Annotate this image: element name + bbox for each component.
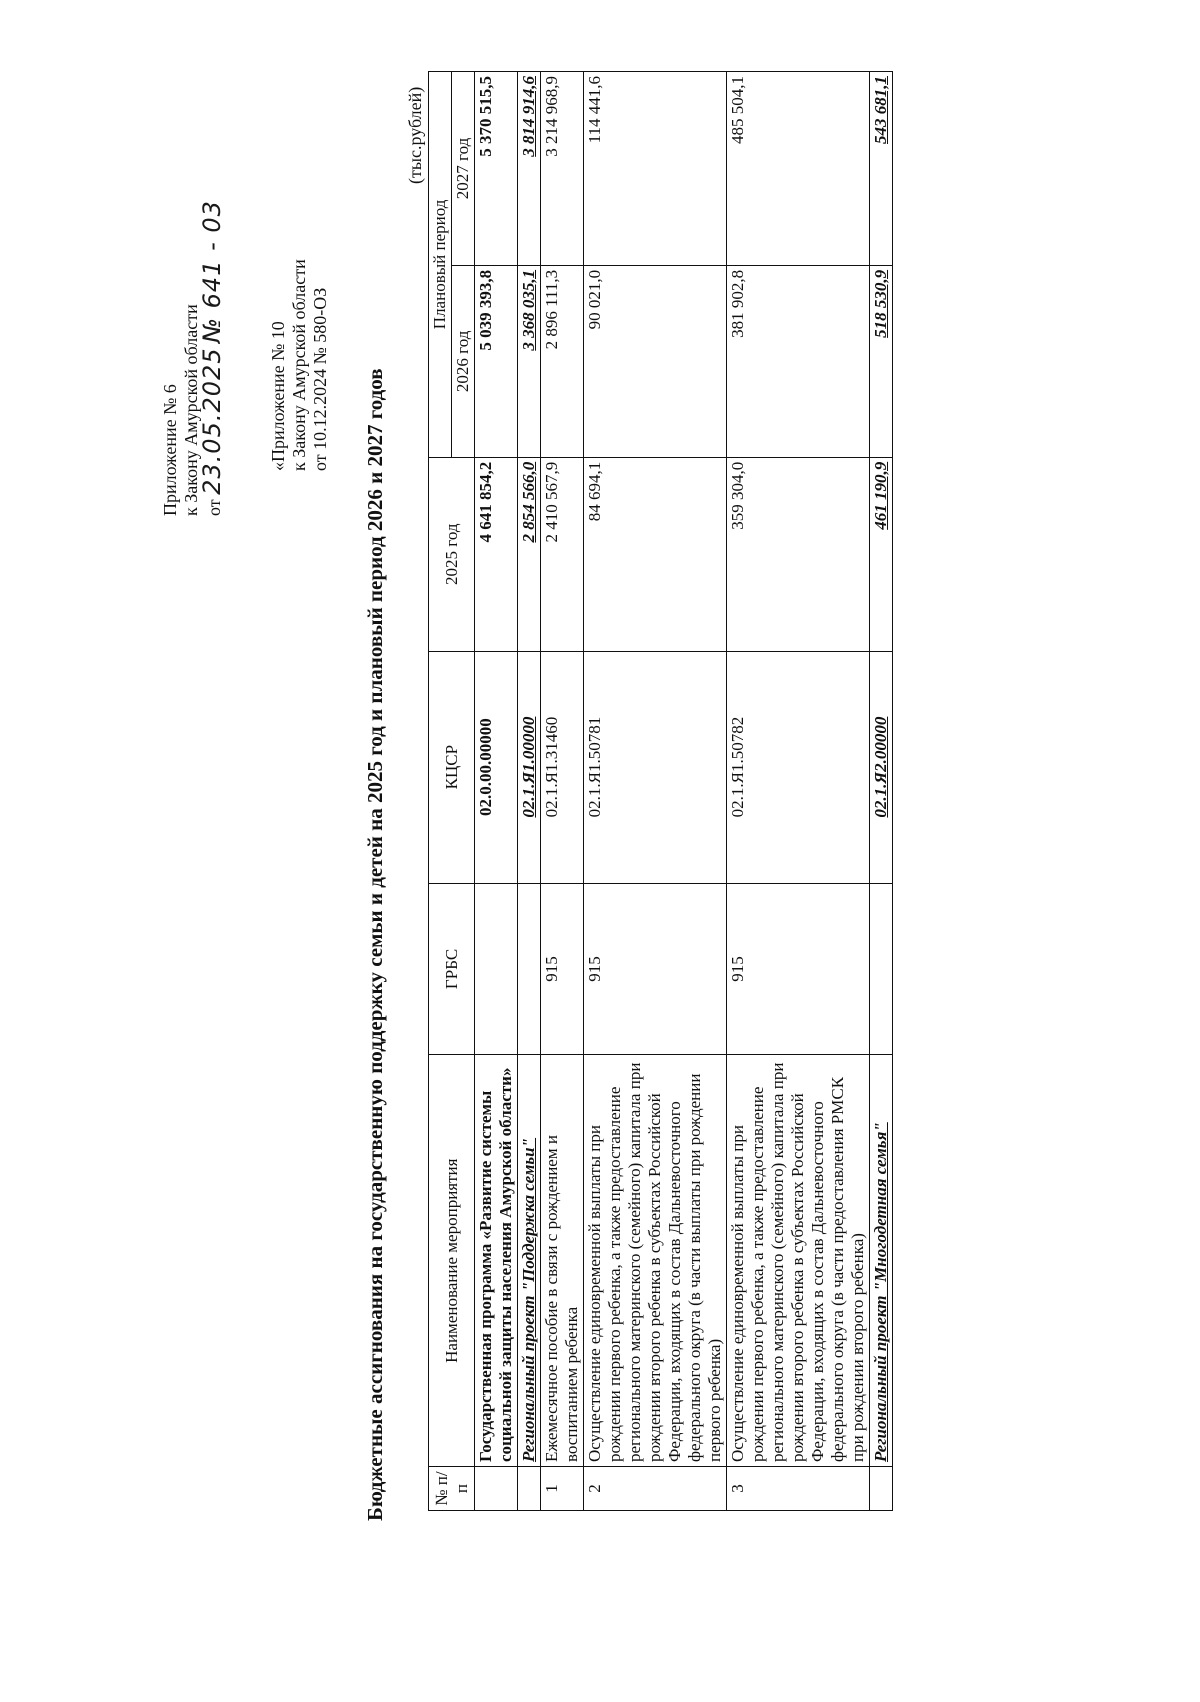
col-header-2025: 2025 год: [429, 457, 475, 651]
row-2027: 114 441,6: [584, 72, 727, 266]
col-header-planned: Плановый период: [429, 72, 452, 458]
row-name: [870, 1055, 893, 1467]
row-name: [518, 1055, 541, 1467]
row-2025-text: 461 190,9: [871, 461, 890, 530]
row-num: [518, 1467, 541, 1511]
row-grbs: 915: [541, 883, 584, 1055]
table-header-row: [429, 72, 452, 1511]
row-2026: 90 021,0: [584, 265, 727, 457]
row-2026: 381 902,8: [727, 265, 870, 457]
document-title: Бюджетные ассигнования на государственную поддержку семьи и детей на 2025 год и плановый период 2026 и 2027 годов: [363, 368, 387, 1521]
date-prefix: от: [204, 499, 224, 516]
handwritten-date: 23.05.2025: [198, 347, 226, 495]
table-row: [518, 72, 541, 1511]
col-header-kcsr: КЦСР: [429, 651, 475, 883]
row-name-text: Региональный проект "Поддержка семьи": [519, 1137, 538, 1463]
col-header-name: Наименование мероприятия: [429, 1055, 475, 1467]
handwritten-number: № 641 - 03: [198, 200, 226, 343]
row-name: Осуществление единовременной выплаты при рождении первого ребенка, а также предоставление регионального материнского (семейного) капитала при рождении второго ребенка в субъектах Российской Федерации, входящих в состав Дальневосточного федерального округа (в части предоставления РМСК при рождении второго ребенка): [727, 1055, 870, 1467]
col-header-2026: 2026 год: [452, 265, 475, 457]
row-num: 3: [727, 1467, 870, 1511]
row-2025: 84 694,1: [584, 457, 727, 651]
row-2027-text: 543 681,1: [871, 76, 890, 144]
previous-annex-date: от 10.12.2024 № 580-ОЗ: [310, 287, 330, 471]
row-2026: 2 896 111,3: [541, 265, 584, 457]
annex-number: Приложение № 6: [160, 384, 180, 516]
row-2027: [870, 72, 893, 266]
row-2027: 485 504,1: [727, 72, 870, 266]
row-kcsr-text: 02.1.Я2.00000: [871, 716, 890, 818]
row-kcsr: 02.1.Я1.31460: [541, 651, 584, 883]
table-row: [541, 72, 584, 1511]
rotated-sheet: [100, 71, 1100, 1631]
col-header-num: № п/п: [429, 1467, 475, 1511]
row-num: [475, 1467, 518, 1511]
row-kcsr: [518, 651, 541, 883]
table-row: [475, 72, 518, 1511]
annex-law-ref: к Закону Амурской области: [181, 304, 201, 516]
row-2026: 5 039 393,8: [475, 265, 518, 457]
row-2027-text: 3 814 914,6: [519, 76, 538, 157]
row-2025: 2 410 567,9: [541, 457, 584, 651]
units-label: (тыс.рублей): [405, 86, 425, 184]
row-kcsr: [870, 651, 893, 883]
table-row: [727, 72, 870, 1511]
row-kcsr: 02.1.Я1.50782: [727, 651, 870, 883]
row-2026-text: 3 368 035,1: [519, 269, 538, 351]
row-num: 1: [541, 1467, 584, 1511]
row-2025: [870, 457, 893, 651]
row-name-text: Региональный проект "Многодетная семья": [871, 1122, 890, 1463]
row-2026: [870, 265, 893, 457]
row-grbs: [475, 883, 518, 1055]
previous-annex-law-ref: к Закону Амурской области: [289, 259, 309, 471]
row-grbs: [518, 883, 541, 1055]
annex-date-line: [198, 200, 226, 516]
row-2026-text: 518 530,9: [871, 269, 890, 338]
annex-header: [160, 200, 225, 516]
row-2027: [518, 72, 541, 266]
row-kcsr-text: 02.1.Я1.00000: [519, 716, 538, 818]
row-kcsr: 02.0.00.00000: [475, 651, 518, 883]
row-grbs: 915: [584, 883, 727, 1055]
table-row: [870, 72, 893, 1511]
previous-annex-header: [268, 259, 331, 471]
row-grbs: [870, 883, 893, 1055]
row-kcsr: 02.1.Я1.50781: [584, 651, 727, 883]
row-2025: [518, 457, 541, 651]
row-name: Ежемесячное пособие в связи с рождением и воспитанием ребенка: [541, 1055, 584, 1467]
previous-annex-number: «Приложение № 10: [268, 321, 288, 471]
row-num: 2: [584, 1467, 727, 1511]
table-row: [584, 72, 727, 1511]
row-2027: 3 214 968,9: [541, 72, 584, 266]
row-name: Осуществление единовременной выплаты при рождении первого ребенка, а также предоставление регионального материнского (семейного) капитала при рождении второго ребенка в субъектах Российской Федерации, входящих в состав Дальневосточного федерального округа (в части выплаты при рождении первого ребенка): [584, 1055, 727, 1467]
row-name: Государственная программа «Развитие системы социальной защиты населения Амурской области»: [475, 1055, 518, 1467]
row-2025-text: 2 854 566,0: [519, 461, 538, 543]
row-2025: 359 304,0: [727, 457, 870, 651]
col-header-grbs: ГРБС: [429, 883, 475, 1055]
row-grbs: 915: [727, 883, 870, 1055]
row-2027: 5 370 515,5: [475, 72, 518, 266]
row-num: [870, 1467, 893, 1511]
row-2026: [518, 265, 541, 457]
col-header-2027: 2027 год: [452, 72, 475, 266]
row-2025: 4 641 854,2: [475, 457, 518, 651]
budget-table: [428, 71, 893, 1511]
